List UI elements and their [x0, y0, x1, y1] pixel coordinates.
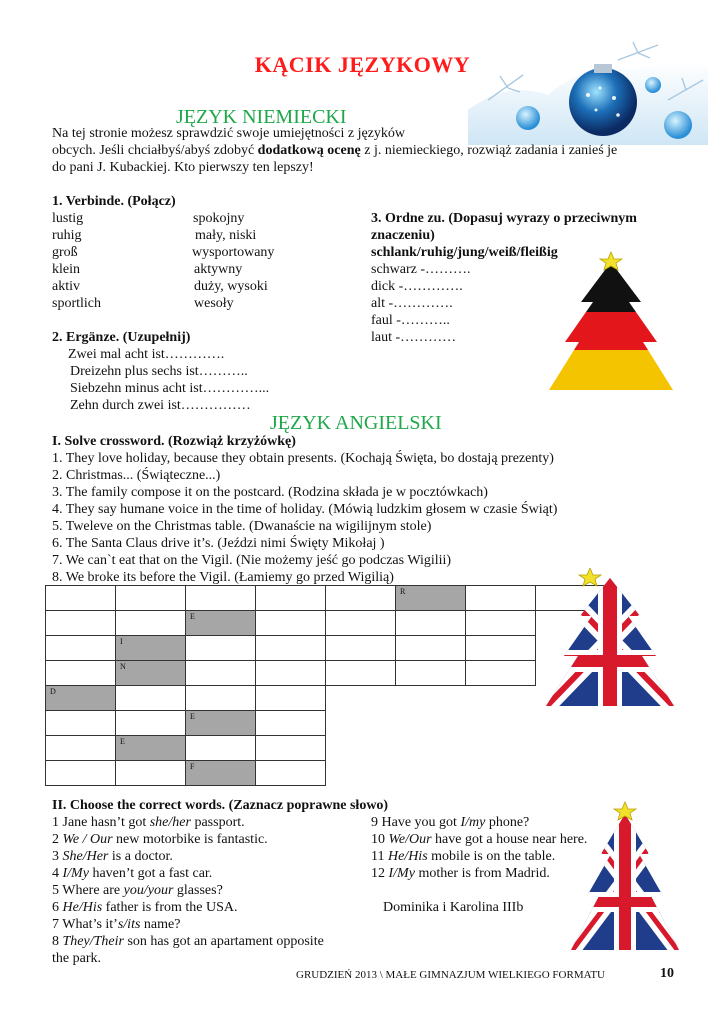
task1-right-word: wesoły	[194, 296, 234, 311]
task2-item: Dreizehn plus sechs ist………..	[70, 364, 248, 379]
sentence-text: 6	[52, 900, 63, 915]
sentence-text: 9 Have you got	[371, 815, 461, 830]
sentence-text: glasses?	[173, 883, 223, 898]
page-number: 10	[660, 966, 674, 981]
crossword-clue: 5. Tweleve on the Christmas table. (Dwanaście na wigilijnym stole)	[52, 519, 432, 534]
crossword-cell-key[interactable]	[185, 760, 256, 786]
choice-option[interactable]: He/His	[387, 849, 428, 864]
choice-option[interactable]: We / Our	[62, 832, 113, 847]
sentence-text: father is from the USA.	[102, 900, 238, 915]
crossword-cell[interactable]	[45, 610, 116, 636]
crossword-cell[interactable]	[45, 760, 116, 786]
german-task3-words: schlank/ruhig/jung/weiß/fleißig	[371, 245, 558, 260]
choice-sentence	[371, 831, 587, 848]
choice-option[interactable]: They/Their	[62, 934, 124, 949]
page-title: KĄCIK JĘZYKOWY	[254, 52, 471, 77]
crossword-cell[interactable]	[255, 610, 326, 636]
task3-item: schwarz -……….	[371, 262, 471, 277]
crossword-cell[interactable]	[255, 760, 326, 786]
german-task3-title-2: znaczeniu)	[371, 228, 435, 243]
task3-item: faul -………..	[371, 313, 450, 328]
intro-line-2-a: obcych. Jeśli chciałbyś/abyś zdobyć	[52, 143, 258, 158]
sentence-text: name?	[140, 917, 181, 932]
choice-sentence	[52, 831, 268, 848]
crossword-cell[interactable]	[115, 710, 186, 736]
crossword-clue: 7. We can`t eat that on the Vigil. (Nie możemy jeść go podczas Wigilii)	[52, 553, 452, 568]
choice-sentence	[52, 865, 212, 882]
crossword-cell[interactable]	[255, 660, 326, 686]
crossword-cell[interactable]	[255, 635, 326, 661]
crossword-cell[interactable]	[185, 585, 256, 611]
crossword-clue: 6. The Santa Claus drive it’s. (Jeździ nimi Święty Mikołaj )	[52, 536, 385, 551]
task1-right-word: aktywny	[194, 262, 243, 277]
crossword-clue: 2. Christmas... (Świąteczne...)	[52, 468, 221, 483]
task1-left-word: lustig	[52, 211, 84, 226]
crossword-letter: N	[120, 662, 126, 671]
crossword-cell-key[interactable]	[115, 735, 186, 761]
crossword-clue: 4. They say humane voice in the time of holiday. (Mówią ludzkim głosem w czasie Świąt)	[52, 502, 558, 517]
sentence-text: mother is from Madrid.	[414, 866, 550, 881]
intro-bold: dodatkową ocenę	[257, 143, 361, 158]
task3-item: dick -………….	[371, 279, 463, 294]
choice-option[interactable]: you/your	[123, 883, 174, 898]
sentence-text: 11	[371, 849, 388, 864]
uk-flag-tree-image	[540, 568, 680, 713]
crossword-cell[interactable]	[185, 735, 256, 761]
crossword-cell[interactable]	[255, 735, 326, 761]
sentence-text: phone?	[485, 815, 530, 830]
footer-text: GRUDZIEŃ 2013 \ MAŁE GIMNAZJUM WIELKIEGO FORMATU	[296, 969, 605, 981]
crossword-cell[interactable]	[45, 710, 116, 736]
task2-item: Zwei mal acht ist………….	[68, 347, 225, 362]
task2-item: Siebzehn minus acht ist…………...	[70, 381, 270, 396]
choice-option[interactable]: I/My	[388, 866, 415, 881]
crossword-cell[interactable]	[45, 635, 116, 661]
sentence-text: have got a house near here.	[431, 832, 588, 847]
german-task1-title: 1. Verbinde. (Połącz)	[52, 194, 176, 209]
crossword-cell[interactable]	[465, 660, 536, 686]
crossword-cell-key[interactable]	[45, 685, 116, 711]
crossword-cell[interactable]	[255, 585, 326, 611]
choice-option[interactable]: We/Our	[388, 832, 432, 847]
task3-item: laut -…………	[371, 330, 457, 345]
crossword-letter: D	[50, 687, 56, 696]
crossword-cell[interactable]	[395, 660, 466, 686]
sentence-text: son has got an apartament opposite	[123, 934, 324, 949]
sentence-text: 12	[371, 866, 389, 881]
task2-item: Zehn durch zwei ist……………	[70, 398, 251, 413]
uk-flag-tree-image	[565, 800, 685, 960]
crossword-cell[interactable]	[115, 585, 186, 611]
task3-item: alt -………….	[371, 296, 453, 311]
task1-right-word: wysportowany	[192, 245, 275, 260]
choice-sentence	[52, 848, 173, 865]
sentence-text: is a doctor.	[108, 849, 173, 864]
german-task3-title-1: 3. Ordne zu. (Dopasuj wyrazy o przeciwnym	[371, 211, 637, 226]
crossword-clue: 3. The family compose it on the postcard. (Rodzina składa je w pocztówkach)	[52, 485, 488, 500]
crossword-cell[interactable]	[465, 585, 536, 611]
choice-sentence	[371, 848, 555, 865]
sentence-text: 7 What’s it’	[52, 917, 118, 932]
task1-left-word: groß	[52, 245, 78, 260]
crossword-cell[interactable]	[465, 635, 536, 661]
german-heading: JĘZYK NIEMIECKI	[176, 106, 347, 128]
choice-option[interactable]: s/its	[117, 917, 141, 932]
crossword-cell-key[interactable]	[115, 660, 186, 686]
sentence-text: 2	[52, 832, 63, 847]
crossword-cell-key[interactable]	[185, 610, 256, 636]
german-flag-tree-image	[545, 250, 675, 400]
crossword-cell[interactable]	[45, 585, 116, 611]
crossword-cell[interactable]	[185, 635, 256, 661]
crossword-cell[interactable]	[465, 610, 536, 636]
choice-sentence	[371, 865, 550, 882]
crossword-cell[interactable]	[395, 610, 466, 636]
choice-sentence	[52, 933, 324, 950]
choice-sentence-tail: the park.	[52, 951, 101, 966]
crossword-cell[interactable]	[325, 610, 396, 636]
crossword-cell[interactable]	[255, 710, 326, 736]
english-heading: JĘZYK ANGIELSKI	[270, 412, 442, 434]
crossword-cell[interactable]	[255, 685, 326, 711]
crossword-clue: 8. We broke its before the Vigil. (Łamiemy go przed Wigilią)	[52, 570, 394, 585]
crossword-letter: E	[190, 612, 195, 621]
crossword-letter: R	[400, 587, 406, 596]
choice-sentence	[52, 814, 245, 831]
sentence-text: 4	[52, 866, 63, 881]
crossword-cell-key[interactable]	[115, 635, 186, 661]
crossword-cell-key[interactable]	[185, 710, 256, 736]
crossword-cell[interactable]	[185, 685, 256, 711]
task1-left-word: aktiv	[52, 279, 80, 294]
crossword-cell[interactable]	[325, 635, 396, 661]
task1-left-word: ruhig	[52, 228, 82, 243]
crossword-cell[interactable]	[115, 760, 186, 786]
crossword-cell[interactable]	[45, 735, 116, 761]
choice-option[interactable]: she/her	[149, 815, 191, 830]
crossword-cell[interactable]	[395, 635, 466, 661]
sentence-text: 8	[52, 934, 63, 949]
sentence-text: mobile is on the table.	[427, 849, 556, 864]
crossword-cell[interactable]	[115, 610, 186, 636]
sentence-text: 1 Jane hasn’t got	[52, 815, 150, 830]
sentence-text: 3	[52, 849, 63, 864]
intro-line-2	[52, 142, 617, 159]
intro-line-1: Na tej stronie możesz sprawdzić swoje umiejętności z języków	[52, 126, 405, 141]
german-task2-title: 2. Ergänze. (Uzupełnij)	[52, 330, 191, 345]
crossword-cell[interactable]	[185, 660, 256, 686]
crossword-cell[interactable]	[325, 585, 396, 611]
task1-right-word: mały, niski	[195, 228, 257, 243]
crossword-cell[interactable]	[115, 685, 186, 711]
task1-right-word: duży, wysoki	[194, 279, 268, 294]
task1-left-word: sportlich	[52, 296, 101, 311]
english-task1-title: I. Solve crossword. (Rozwiąż krzyżówkę)	[52, 434, 296, 449]
authors: Dominika i Karolina IIIb	[383, 900, 524, 915]
crossword-letter: E	[190, 712, 195, 721]
sentence-text: new motorbike is fantastic.	[112, 832, 268, 847]
choice-option[interactable]: He/His	[62, 900, 103, 915]
choice-option[interactable]: She/Her	[62, 849, 109, 864]
choice-sentence	[52, 882, 223, 899]
choice-option[interactable]: I/my	[460, 815, 486, 830]
task1-left-word: klein	[52, 262, 80, 277]
crossword-letter: E	[120, 737, 125, 746]
choice-sentence	[371, 814, 529, 831]
sentence-text: haven’t got a fast car.	[88, 866, 213, 881]
choice-sentence	[52, 899, 237, 916]
choice-option[interactable]: I/My	[62, 866, 89, 881]
crossword-cell-key[interactable]	[395, 585, 466, 611]
crossword-cell[interactable]	[325, 660, 396, 686]
intro-line-3: do pani J. Kubackiej. Kto pierwszy ten lepszy!	[52, 160, 314, 175]
sentence-text: 10	[371, 832, 389, 847]
crossword-letter: I	[120, 637, 123, 646]
intro-line-2-b: z j. niemieckiego, rozwiąż zadania i zanieś je	[360, 143, 618, 158]
choice-sentence	[52, 916, 180, 933]
sentence-text: passport.	[190, 815, 245, 830]
sentence-text: 5 Where are	[52, 883, 124, 898]
crossword-letter: F	[190, 762, 195, 771]
english-task2-title: II. Choose the correct words. (Zaznacz poprawne słowo)	[52, 798, 389, 813]
task1-right-word: spokojny	[193, 211, 245, 226]
crossword-clue: 1. They love holiday, because they obtain presents. (Kochają Święta, bo dostają prezenty)	[52, 451, 554, 466]
crossword-cell[interactable]	[45, 660, 116, 686]
